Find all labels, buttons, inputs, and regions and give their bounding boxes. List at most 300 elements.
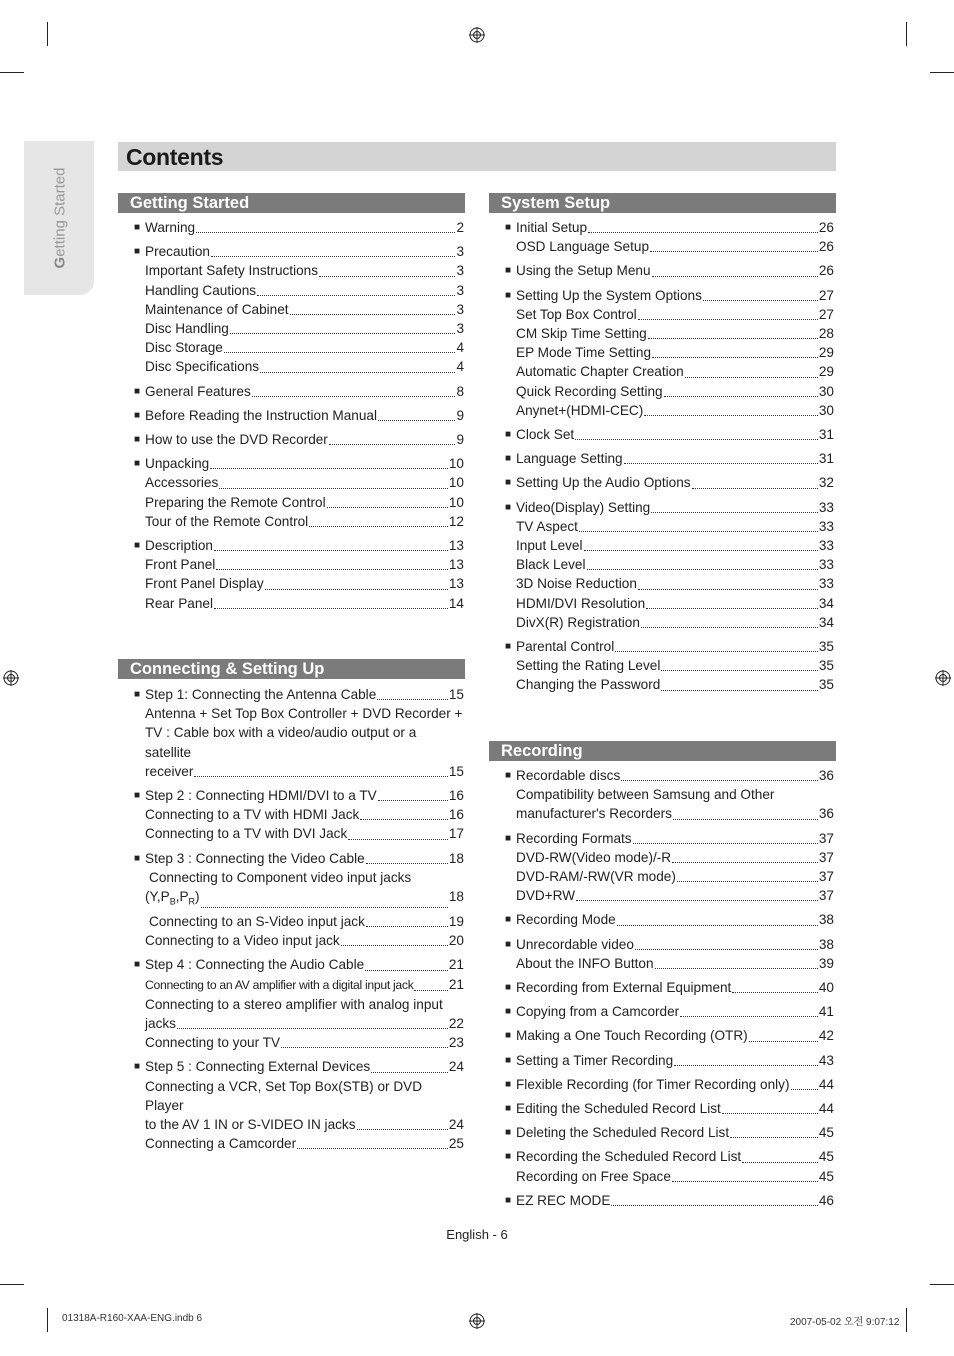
leader-dots: [588, 232, 818, 233]
square-bullet-icon: ■: [505, 429, 512, 441]
toc-entry-label: Editing the Scheduled Record List: [516, 1101, 721, 1117]
toc-entry[interactable]: [134, 430, 464, 449]
toc-entry-text: Compatibility between Samsung and Other: [516, 787, 775, 803]
toc-entry-page: 3: [456, 263, 464, 279]
square-bullet-icon: ■: [505, 1006, 512, 1018]
toc-entry-page: 37: [818, 869, 834, 885]
toc-entry[interactable]: ■ Step 4 : Connecting the Audio Cable 21: [145, 955, 464, 974]
toc-entry-page: 37: [818, 888, 834, 904]
toc-entry-page: 44: [818, 1101, 834, 1117]
leader-dots: [624, 463, 818, 464]
toc-entry[interactable]: [505, 1075, 834, 1094]
leader-dots: [327, 507, 448, 508]
toc-entry-label: Setting Up the Audio Options: [516, 475, 691, 491]
toc-entry[interactable]: [516, 237, 834, 256]
toc-entry-label: Disc Specifications: [145, 359, 260, 375]
square-bullet-icon: ■: [505, 289, 512, 301]
registration-mark-icon: [469, 1313, 485, 1329]
toc-entry[interactable]: [505, 1026, 834, 1045]
toc-entry-page: 45: [818, 1149, 834, 1165]
toc-entry[interactable]: [516, 954, 834, 973]
title-bar: [118, 142, 836, 171]
toc-entry[interactable]: [516, 555, 834, 574]
toc-entry-label: Video(Display) Setting: [516, 499, 651, 515]
toc-entry-label: Parental Control: [516, 639, 615, 655]
leader-dots: [635, 949, 818, 950]
toc-system-setup: [505, 218, 834, 695]
crop-mark: [930, 1284, 954, 1285]
toc-entry-page: 17: [448, 826, 464, 842]
leader-dots: [576, 900, 818, 901]
leader-dots: [309, 526, 448, 527]
toc-entry[interactable]: [516, 401, 834, 420]
toc-entry[interactable]: Connecting to a Video input jack 20: [145, 933, 464, 949]
toc-entry[interactable]: [145, 493, 464, 512]
toc-entry-page: 12: [448, 513, 464, 529]
toc-entry-label: Clock Set: [516, 427, 575, 443]
square-bullet-icon: ■: [505, 982, 512, 994]
toc-entry-text: Antenna + Set Top Box Controller + DVD Recorder + TV : Cable box with a video/audio output or a satellite: [145, 706, 463, 760]
square-bullet-icon: ■: [505, 914, 512, 926]
toc-entry-page: 29: [818, 364, 834, 380]
square-bullet-icon: ■: [134, 1061, 141, 1073]
toc-entry-label: DVD-RAM/-RW(VR mode): [516, 869, 676, 885]
toc-getting-started: [134, 218, 464, 613]
leader-dots: [260, 372, 455, 373]
toc-entry-page: 9: [456, 407, 464, 423]
toc-entry[interactable]: [505, 261, 834, 280]
toc-entry[interactable]: [505, 425, 834, 444]
toc-entry-page: 45: [818, 1168, 834, 1184]
square-bullet-icon: ■: [505, 832, 512, 844]
toc-entry[interactable]: [505, 935, 834, 954]
print-date-info: 2007-05-02 오전 9:07:12: [790, 1317, 900, 1328]
square-bullet-icon: ■: [134, 222, 141, 233]
toc-entry-page: 35: [818, 639, 834, 655]
square-bullet-icon: ■: [505, 477, 512, 489]
toc-entry-page: 3: [456, 244, 464, 260]
toc-entry-label: Making a One Touch Recording (OTR): [516, 1028, 748, 1044]
square-bullet-icon: ■: [134, 540, 141, 552]
toc-entry-page: 34: [818, 595, 834, 611]
toc-entry-label: DVD+RW: [516, 888, 576, 904]
leader-dots: [319, 276, 455, 277]
leader-dots: [677, 881, 818, 882]
toc-entry-label: Preparing the Remote Control: [145, 494, 326, 510]
toc-entry-page: 31: [818, 427, 834, 443]
square-bullet-icon: ■: [505, 1103, 512, 1115]
toc-entry-page: 37: [818, 830, 834, 846]
toc-entry-label: TV Aspect: [516, 518, 578, 534]
square-bullet-icon: ■: [134, 409, 141, 421]
toc-group: [505, 829, 834, 1210]
toc-entry[interactable]: [145, 357, 464, 376]
square-bullet-icon: ■: [505, 222, 512, 233]
toc-entry[interactable]: [145, 574, 464, 593]
toc-entry-label: Description: [145, 538, 213, 554]
leader-dots: [575, 439, 818, 440]
toc-entry-label: Deleting the Scheduled Record List: [516, 1125, 730, 1141]
toc-entry[interactable]: to the AV 1 IN or S-VIDEO IN jacks 24: [145, 1116, 464, 1132]
toc-entry[interactable]: [145, 555, 464, 574]
toc-entry-label: Accessories: [145, 475, 219, 491]
toc-entry[interactable]: [134, 536, 464, 555]
toc-entry[interactable]: ■ Step 5 : Connecting External Devices 24: [145, 1057, 464, 1076]
toc-entry-label: Changing the Password: [516, 677, 661, 693]
toc-entry-page: 43: [818, 1052, 834, 1068]
toc-entry-page: 33: [818, 557, 834, 573]
crop-mark: [906, 22, 907, 46]
leader-dots: [617, 925, 818, 926]
toc-entry-page: 26: [818, 220, 834, 235]
toc-entry-page: 31: [818, 451, 834, 467]
crop-mark: [0, 72, 24, 73]
leader-dots: [650, 251, 818, 252]
leader-dots: [674, 1065, 818, 1066]
toc-entry-page: 27: [818, 287, 834, 303]
leader-dots: [584, 550, 818, 551]
toc-entry-page: 33: [818, 518, 834, 534]
leader-dots: [211, 256, 455, 257]
leader-dots: [219, 488, 448, 489]
toc-entry-page: 13: [448, 557, 464, 573]
toc-connecting: [134, 685, 464, 1153]
toc-entry[interactable]: jacks 22: [145, 1015, 464, 1031]
toc-recording: [505, 766, 834, 1210]
toc-entry[interactable]: [505, 1123, 834, 1142]
toc-entry-label: How to use the DVD Recorder: [145, 432, 328, 448]
toc-entry-page: 13: [448, 538, 464, 554]
square-bullet-icon: ■: [505, 641, 512, 653]
toc-entry[interactable]: [516, 574, 834, 593]
toc-entry[interactable]: [145, 300, 464, 319]
toc-entry[interactable]: Connecting to an AV amplifier with a digital input jack 21: [145, 976, 464, 992]
toc-entry-page: 37: [818, 849, 834, 865]
leader-dots: [703, 300, 818, 301]
section-heading-connecting: Connecting & Setting Up: [118, 659, 465, 679]
leader-dots: [633, 843, 818, 844]
leader-dots: [680, 1016, 818, 1017]
toc-entry-label: OSD Language Setup: [516, 239, 650, 255]
leader-dots: [196, 232, 455, 233]
toc-entry[interactable]: [134, 382, 464, 401]
toc-entry[interactable]: [516, 886, 834, 905]
toc-entry[interactable]: [145, 319, 464, 338]
leader-dots: [672, 862, 818, 863]
leader-dots: [252, 396, 456, 397]
square-bullet-icon: ■: [505, 453, 512, 465]
leader-dots: [664, 396, 818, 397]
toc-entry[interactable]: [505, 978, 834, 997]
toc-entry-label: Important Safety Instructions: [145, 263, 319, 279]
toc-entry-label: Front Panel: [145, 557, 216, 573]
toc-entry[interactable]: [505, 829, 834, 848]
toc-entry-page: 34: [818, 614, 834, 630]
print-file-info: 01318A-R160-XAA-ENG.indb 6: [62, 1313, 203, 1324]
toc-entry-page: 33: [818, 576, 834, 592]
toc-entry-label: Before Reading the Instruction Manual: [145, 407, 377, 423]
toc-entry-label: Tour of the Remote Control: [145, 513, 309, 529]
toc-entry[interactable]: [145, 281, 464, 300]
toc-entry[interactable]: [134, 454, 464, 473]
toc-entry[interactable]: [505, 286, 834, 305]
toc-entry-label: Set Top Box Control: [516, 306, 637, 322]
toc-entry-label: Copying from a Camcorder: [516, 1004, 680, 1020]
toc-entry[interactable]: [516, 594, 834, 613]
toc-entry-label: Handling Cautions: [145, 282, 257, 298]
toc-entry[interactable]: [505, 1191, 834, 1210]
toc-entry[interactable]: [505, 1002, 834, 1021]
toc-entry-page: 33: [818, 499, 834, 515]
toc-entry[interactable]: [134, 242, 464, 261]
toc-entry[interactable]: ■ Step 3 : Connecting the Video Cable 18: [145, 849, 464, 868]
toc-entry-page: 42: [818, 1028, 834, 1044]
toc-entry-label: DVD-RW(Video mode)/-R: [516, 849, 672, 865]
leader-dots: [661, 690, 818, 691]
square-bullet-icon: ■: [505, 770, 512, 781]
toc-entry-label: Rear Panel: [145, 595, 214, 611]
toc-entry-label: DivX(R) Registration: [516, 614, 640, 630]
toc-entry[interactable]: [516, 536, 834, 555]
leader-dots: [732, 992, 818, 993]
crop-mark: [47, 1308, 48, 1332]
toc-entry[interactable]: [505, 1099, 834, 1118]
leader-dots: [655, 968, 818, 969]
leader-dots: [749, 1041, 818, 1042]
square-bullet-icon: ■: [505, 1151, 512, 1163]
toc-entry[interactable]: Connecting to your TV 23: [145, 1035, 464, 1051]
toc-entry-label: Disc Storage: [145, 340, 223, 356]
leader-dots: [644, 415, 818, 416]
toc-entry[interactable]: [145, 473, 464, 492]
section-heading-recording: Recording: [489, 741, 836, 761]
leader-dots: [329, 444, 456, 445]
toc-entry[interactable]: [516, 324, 834, 343]
toc-entry[interactable]: receiver 15: [145, 763, 464, 779]
toc-entry-label: Setting the Rating Level: [516, 658, 661, 674]
toc-entry[interactable]: [505, 910, 834, 929]
toc-entry-page: 29: [818, 345, 834, 361]
toc-entry-page: 35: [818, 677, 834, 693]
toc-entry-page: 10: [448, 494, 464, 510]
toc-entry-label: HDMI/DVI Resolution: [516, 595, 646, 611]
toc-entry-page: 4: [456, 359, 464, 375]
square-bullet-icon: ■: [505, 1127, 512, 1139]
toc-entry[interactable]: [505, 1051, 834, 1070]
registration-mark-icon: [3, 670, 19, 686]
toc-entry[interactable]: [516, 656, 834, 675]
leader-dots: [652, 357, 818, 358]
toc-entry[interactable]: [505, 637, 834, 656]
square-bullet-icon: ■: [134, 959, 141, 971]
toc-entry-label: Setting a Timer Recording: [516, 1052, 674, 1068]
square-bullet-icon: ■: [134, 385, 141, 397]
toc-entry-label: EP Mode Time Setting: [516, 345, 652, 361]
toc-entry-label: Flexible Recording (for Timer Recording only): [516, 1076, 790, 1092]
square-bullet-icon: ■: [134, 852, 141, 864]
toc-entry-page: 9: [456, 432, 464, 448]
leader-dots: [257, 295, 455, 296]
leader-dots: [214, 608, 448, 609]
registration-mark-icon: [935, 670, 951, 686]
toc-entry[interactable]: [134, 786, 464, 805]
square-bullet-icon: ■: [134, 689, 141, 700]
square-bullet-icon: ■: [505, 1078, 512, 1090]
toc-entry[interactable]: [145, 805, 464, 824]
toc-entry[interactable]: ■ Recordable discs 36: [516, 766, 834, 785]
toc-entry[interactable]: [505, 1147, 834, 1166]
crop-mark: [930, 72, 954, 73]
leader-dots: [791, 1089, 818, 1090]
leader-dots: [615, 651, 818, 652]
toc-entry-label: 3D Noise Reduction: [516, 576, 637, 592]
toc-entry-label: Recording on Free Space: [516, 1168, 671, 1184]
leader-dots: [661, 670, 818, 671]
toc-entry-page: 45: [818, 1125, 834, 1141]
toc-entry-page: 10: [448, 456, 464, 472]
toc-entry-page: 30: [818, 383, 834, 399]
leader-dots: [672, 1181, 818, 1182]
page-number: English - 6: [446, 1227, 508, 1242]
crop-mark: [47, 22, 48, 46]
leader-dots: [638, 319, 818, 320]
toc-entry[interactable]: [145, 824, 464, 843]
toc-entry[interactable]: Connecting to an S-Video input jack 19: [149, 913, 464, 929]
toc-entry[interactable]: [516, 382, 834, 401]
leader-dots: [648, 338, 818, 339]
toc-entry-label: About the INFO Button: [516, 955, 654, 971]
section-heading-system-setup: System Setup: [489, 193, 836, 213]
toc-entry-page: 16: [448, 788, 464, 804]
toc-entry-page: 8: [456, 383, 464, 399]
toc-entry-label: Anynet+(HDMI-CEC): [516, 402, 644, 418]
square-bullet-icon: ■: [505, 1194, 512, 1206]
toc-entry-text: Connecting a VCR, Set Top Box(STB) or DVD Player: [145, 1078, 423, 1113]
toc-entry[interactable]: [516, 305, 834, 324]
toc-entry[interactable]: [145, 594, 464, 613]
chapter-side-label: Getting Started: [51, 167, 69, 269]
square-bullet-icon: ■: [505, 938, 512, 950]
toc-entry-page: 39: [818, 955, 834, 971]
toc-entry-page: 2: [456, 220, 464, 235]
toc-entry[interactable]: [505, 218, 834, 237]
toc-entry[interactable]: [516, 613, 834, 632]
toc-entry-page: 40: [818, 980, 834, 996]
toc-entry[interactable]: [505, 498, 834, 517]
crop-mark: [0, 1284, 24, 1285]
registration-mark-icon: [469, 27, 485, 43]
toc-entry[interactable]: [516, 517, 834, 536]
toc-entry[interactable]: [516, 343, 834, 362]
leader-dots: [216, 569, 448, 570]
toc-entry-page: 32: [818, 475, 834, 491]
crop-mark: [906, 1308, 907, 1332]
toc-entry-page: 3: [456, 321, 464, 337]
toc-entry[interactable]: $(Y,P_B,P_R)$ 18: [145, 889, 464, 907]
square-bullet-icon: ■: [505, 1030, 512, 1042]
toc-entry-label: Quick Recording Setting: [516, 383, 663, 399]
leader-dots: [722, 1113, 818, 1114]
toc-entry-label: Recording Mode: [516, 912, 616, 928]
leader-dots: [685, 377, 818, 378]
toc-entry-page: 38: [818, 936, 834, 952]
toc-entry-label: Using the Setup Menu: [516, 263, 651, 279]
toc-entry-page: 46: [818, 1192, 834, 1208]
toc-entry-label: Unpacking: [145, 456, 210, 472]
toc-entry-page: 3: [456, 301, 464, 317]
toc-entry-text: Connecting to Component video input jacks: [149, 869, 412, 885]
page-title: Contents: [126, 144, 224, 170]
leader-dots: [210, 468, 448, 469]
toc-entry-page: 14: [448, 595, 464, 611]
square-bullet-icon: ■: [134, 434, 141, 446]
toc-entry-page: 30: [818, 402, 834, 418]
toc-entry[interactable]: [145, 261, 464, 280]
toc-entry-page: 41: [818, 1004, 834, 1020]
toc-entry[interactable]: [145, 512, 464, 531]
toc-entry[interactable]: [516, 867, 834, 886]
toc-entry-label: Recording from External Equipment: [516, 980, 732, 996]
leader-dots: [579, 531, 818, 532]
toc-entry-page: 3: [456, 282, 464, 298]
toc-entry-page: 38: [818, 912, 834, 928]
leader-dots: [587, 569, 818, 570]
toc-entry[interactable]: [145, 338, 464, 357]
toc-entry-label: Disc Handling: [145, 321, 229, 337]
toc-entry[interactable]: [505, 473, 834, 492]
toc-entry[interactable]: [516, 1167, 834, 1186]
toc-entry-label: Precaution: [145, 244, 210, 260]
toc-entry[interactable]: [134, 406, 464, 425]
toc-entry-label: EZ REC MODE: [516, 1192, 611, 1208]
toc-entry-page: 27: [818, 306, 834, 322]
toc-entry[interactable]: [516, 848, 834, 867]
toc-entry-page: 44: [818, 1076, 834, 1092]
toc-entry[interactable]: [134, 218, 464, 237]
toc-entry[interactable]: [516, 675, 834, 694]
toc-entry[interactable]: [516, 362, 834, 381]
toc-entry[interactable]: ■ Step 1: Connecting the Antenna Cable 15: [145, 685, 464, 704]
toc-entry-page: 13: [448, 576, 464, 592]
square-bullet-icon: ■: [505, 501, 512, 513]
leader-dots: [378, 420, 455, 421]
leader-dots: [638, 589, 818, 590]
toc-entry[interactable]: manufacturer's Recorders 36: [516, 806, 834, 822]
toc-entry-label: Recording Formats: [516, 830, 632, 846]
toc-entry-page: 26: [818, 263, 834, 279]
square-bullet-icon: ■: [134, 790, 141, 802]
toc-entry[interactable]: [505, 449, 834, 468]
square-bullet-icon: ■: [505, 1054, 512, 1066]
toc-entry-label: Front Panel Display: [145, 576, 264, 592]
toc-entry-label: Black Level: [516, 557, 586, 573]
toc-entry-label: Setting Up the System Options: [516, 287, 702, 303]
leader-dots: [348, 839, 448, 840]
toc-entry-page: 28: [818, 326, 834, 342]
toc-entry-label: Initial Setup: [516, 220, 588, 235]
toc-entry-page: 16: [448, 807, 464, 823]
toc-entry-label: Unrecordable video: [516, 936, 634, 952]
leader-dots: [611, 1205, 817, 1206]
toc-entry-label: General Features: [145, 383, 251, 399]
toc-entry[interactable]: Connecting a Camcorder 25: [145, 1136, 464, 1152]
leader-dots: [646, 608, 818, 609]
leader-dots: [742, 1162, 818, 1163]
square-bullet-icon: ■: [134, 246, 141, 258]
toc-group: [134, 786, 464, 844]
toc-entry-label: Step 2 : Connecting HDMI/DVI to a TV: [145, 788, 377, 804]
toc-entry-label: Connecting to a TV with DVI Jack: [145, 826, 348, 842]
